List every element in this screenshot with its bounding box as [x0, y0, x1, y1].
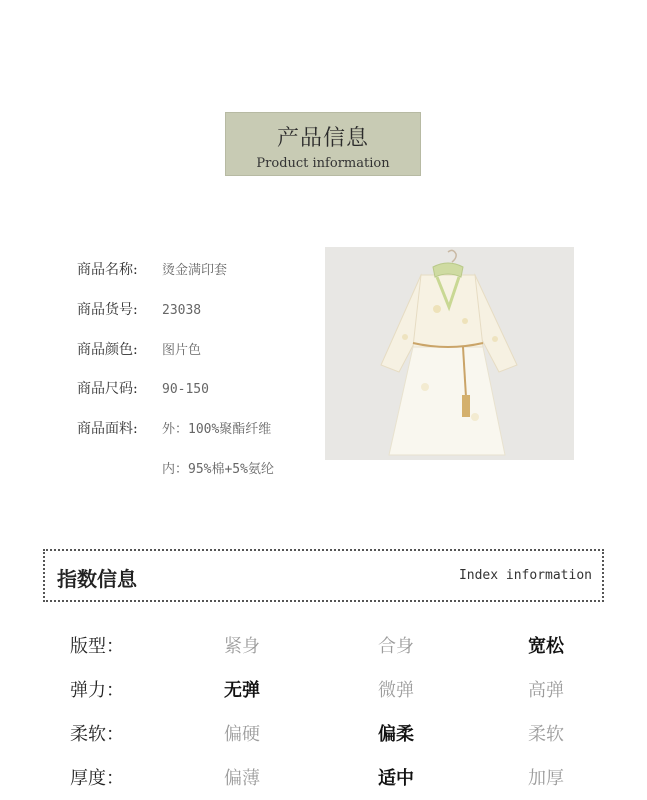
product-photo [325, 247, 574, 460]
info-label: 商品尺码: [77, 381, 138, 397]
info-row-name [77, 259, 227, 279]
info-row-size [77, 378, 209, 398]
metric-label-fit: 版型： [70, 636, 124, 657]
metric-label-thickness: 厚度： [70, 768, 124, 789]
dress-illustration [325, 247, 574, 460]
metric-label-stretch: 弹力： [70, 680, 124, 701]
info-label: 商品货号: [77, 302, 138, 318]
info-row-sku [77, 299, 201, 319]
info-value: 图片色 [162, 343, 202, 358]
info-label: 商品名称: [77, 262, 138, 278]
info-value: 内：95%棉+5%氨纶 [162, 462, 274, 477]
metric-option: 加厚 [528, 768, 564, 789]
metric-option: 偏硬 [224, 724, 260, 745]
info-value: 90-150 [162, 382, 209, 397]
metric-option: 微弹 [378, 680, 414, 701]
metric-option: 高弹 [528, 680, 564, 701]
info-row-fabric [77, 418, 271, 438]
metric-option: 合身 [378, 636, 414, 657]
metric-option-selected: 偏柔 [378, 724, 414, 745]
section-title-index-info [43, 549, 604, 602]
index-title-cn: 指数信息 [57, 567, 137, 591]
metric-option: 柔软 [528, 724, 564, 745]
metric-option: 偏薄 [224, 768, 260, 789]
index-title-en: Index information [458, 568, 592, 583]
info-value: 烫金满印套 [162, 263, 228, 278]
metric-option-selected: 适中 [378, 768, 414, 789]
info-row-color [77, 339, 201, 359]
metric-option-selected: 无弹 [224, 680, 260, 701]
section-title-product-info [225, 112, 421, 176]
metric-option: 紧身 [224, 636, 260, 657]
title-en: Product information [256, 156, 390, 171]
metric-label-softness: 柔软： [70, 724, 124, 745]
info-row-fabric-inner [77, 458, 274, 477]
info-label: 商品面料: [77, 421, 138, 437]
info-value: 外：100%聚酯纤维 [162, 422, 272, 437]
info-label: 商品颜色: [77, 342, 138, 358]
metric-option-selected: 宽松 [528, 636, 564, 657]
info-value: 23038 [162, 303, 202, 318]
title-cn: 产品信息 [276, 126, 369, 151]
